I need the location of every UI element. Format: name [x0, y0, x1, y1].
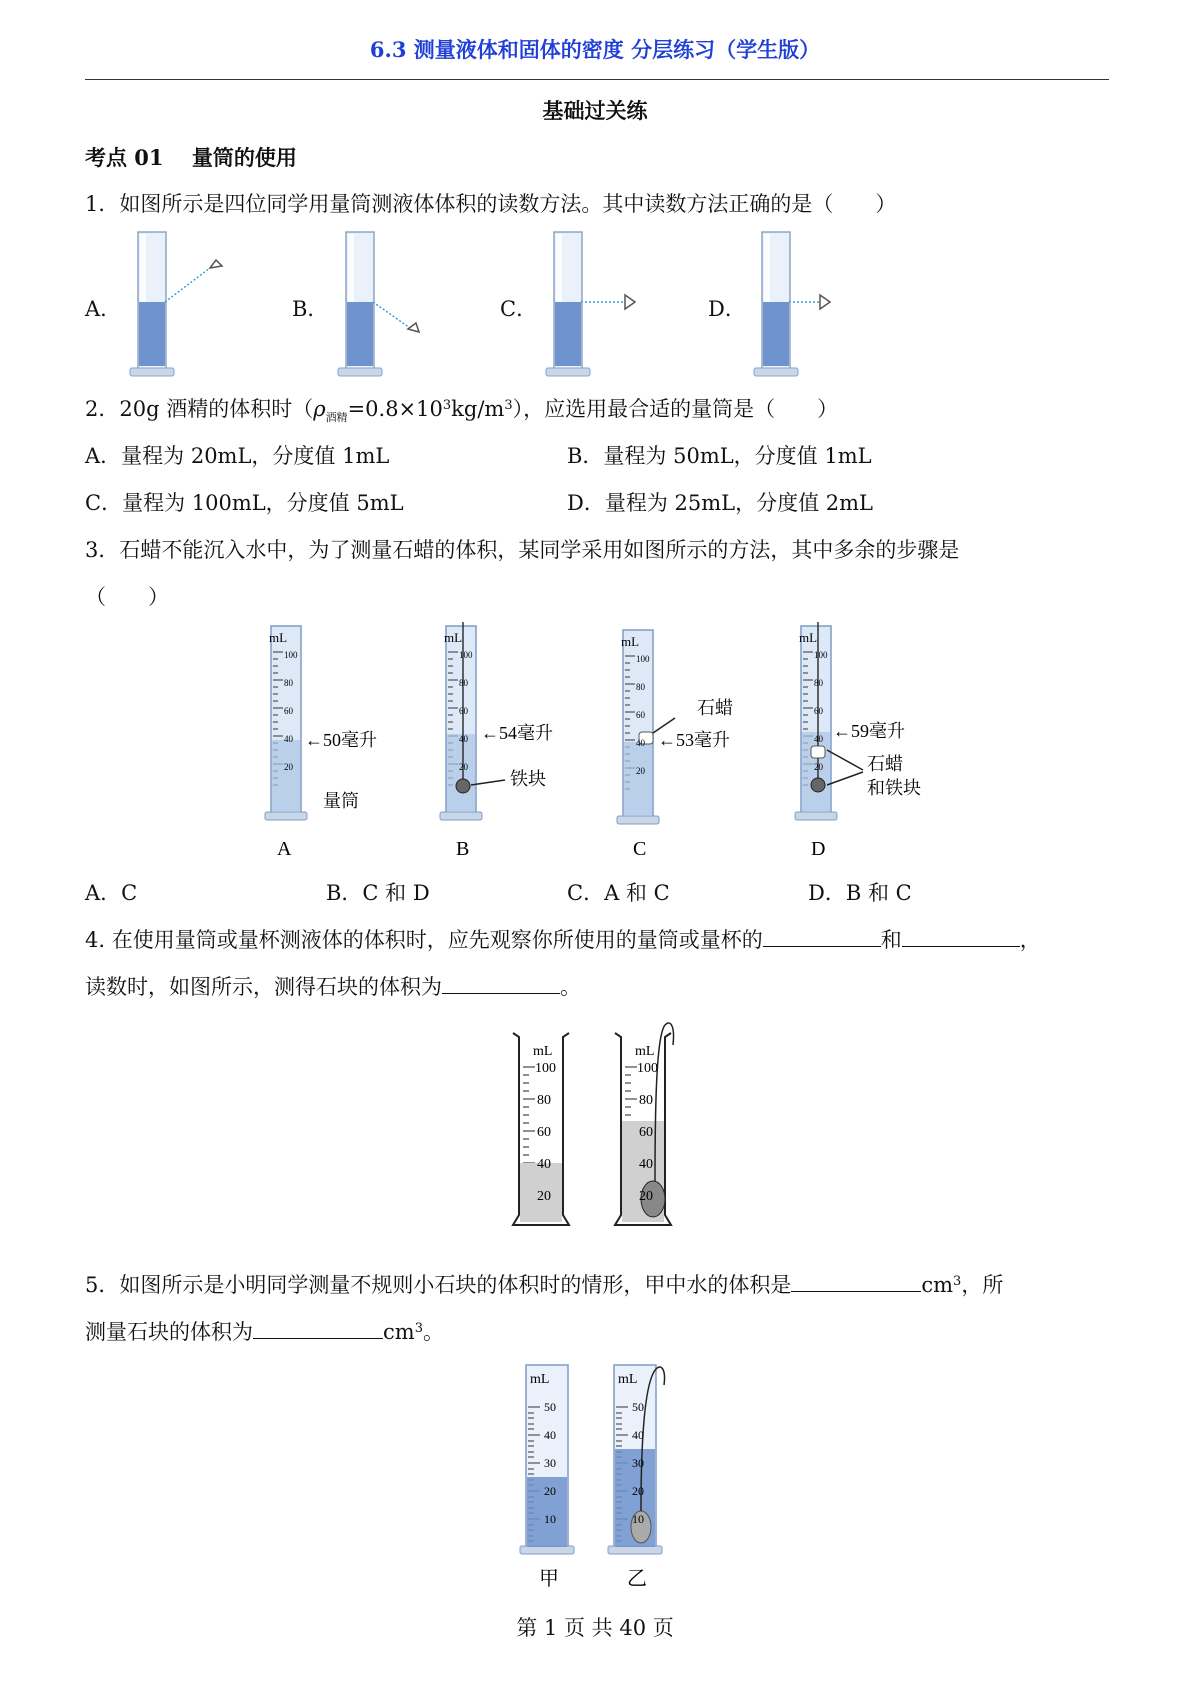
q3-stem-paren: （ ） — [85, 585, 169, 609]
svg-text:mL: mL — [621, 634, 640, 649]
svg-text:60: 60 — [284, 706, 293, 716]
q3-reading-c: ←53毫升 — [658, 730, 730, 750]
q5-caption-yi: 乙 — [627, 1568, 647, 1590]
q3-cylinder-b — [440, 622, 553, 820]
svg-text:20: 20 — [632, 1484, 644, 1498]
q2-option-b: B．量程为 50mL，分度值 1mL — [567, 444, 872, 468]
svg-text:mL: mL — [618, 1372, 638, 1387]
q3-cylinder-label: 量筒 — [323, 791, 359, 811]
q5-cylinder-yi — [608, 1365, 665, 1554]
svg-text:60: 60 — [636, 710, 645, 720]
svg-text:60: 60 — [639, 1125, 653, 1140]
svg-text:100: 100 — [535, 1061, 556, 1076]
svg-text:100: 100 — [459, 650, 473, 660]
q3-figure — [255, 622, 955, 862]
q4-blank-3[interactable] — [442, 975, 560, 994]
svg-text:mL: mL — [533, 1044, 553, 1059]
header-rule — [85, 79, 1109, 80]
svg-text:mL: mL — [444, 630, 463, 645]
page-footer: 第 1 页 共 40 页 — [516, 1616, 674, 1640]
svg-text:60: 60 — [459, 706, 468, 716]
q3-reading-d: ←59毫升 — [833, 721, 905, 741]
svg-text:50: 50 — [632, 1400, 644, 1414]
q3-option-b: B．C 和 D — [326, 881, 430, 905]
svg-text:10: 10 — [632, 1512, 644, 1526]
q4-blank-2[interactable] — [902, 928, 1020, 947]
svg-text:40: 40 — [537, 1157, 551, 1172]
svg-text:100: 100 — [637, 1061, 658, 1076]
q3-caption-c: C — [633, 838, 647, 860]
q3-cylinder-d — [795, 622, 921, 820]
q2-option-a: A．量程为 20mL，分度值 1mL — [85, 444, 390, 468]
q3-iron-label: 铁块 — [510, 769, 546, 789]
q1-cylinder-b — [338, 232, 419, 376]
q5-line1: 5．如图所示是小明同学测量不规则小石块的体积时的情形，甲中水的体积是 $cm^3$，所 — [85, 1273, 1004, 1297]
q3-reading-b: ←54毫升 — [481, 723, 553, 743]
svg-text:40: 40 — [632, 1428, 644, 1442]
q1-label-b: B． — [292, 297, 329, 321]
q1-figure — [120, 225, 850, 380]
svg-text:mL: mL — [530, 1372, 550, 1387]
svg-text:40: 40 — [459, 734, 468, 744]
svg-text:80: 80 — [639, 1093, 653, 1108]
q3-cylinder-c — [617, 630, 733, 824]
svg-text:20: 20 — [639, 1189, 653, 1204]
kaodian-heading: 考点 01 量筒的使用 — [85, 145, 297, 170]
q1-label-d: D． — [708, 297, 746, 321]
svg-text:40: 40 — [544, 1428, 556, 1442]
svg-text:80: 80 — [636, 682, 645, 692]
page-title: 6.3 测量液体和固体的密度 分层练习（学生版） — [369, 37, 821, 62]
q5-line2: 测量石块的体积为 $cm^3$。 — [85, 1320, 444, 1344]
section-heading: 基础过关练 — [542, 98, 648, 123]
q3-option-c: C．A 和 C — [567, 881, 670, 905]
svg-text:40: 40 — [814, 734, 823, 744]
svg-text:20: 20 — [636, 766, 645, 776]
q1-cylinder-d — [754, 232, 830, 376]
q3-stem: 3．石蜡不能沉入水中，为了测量石蜡的体积，某同学采用如图所示的方法，其中多余的步骤是 — [85, 538, 960, 562]
q5-blank-2[interactable] — [253, 1320, 383, 1339]
q3-unit-a: mL — [269, 630, 288, 645]
svg-text:100: 100 — [814, 650, 828, 660]
svg-text:60: 60 — [537, 1125, 551, 1140]
q4-blank-1[interactable] — [763, 928, 881, 947]
q1-stem: 1．如图所示是四位同学用量筒测液体体积的读数方法。其中读数方法正确的是（ ） — [85, 192, 897, 216]
q1-cylinder-a — [130, 232, 222, 376]
q5-caption-jia: 甲 — [539, 1568, 559, 1590]
q1-label-c: C． — [500, 297, 538, 321]
q5-figure — [510, 1355, 690, 1595]
q3-option-a: A．C — [85, 881, 138, 905]
svg-text:50: 50 — [544, 1400, 556, 1414]
q2-option-d: D．量程为 25mL，分度值 2mL — [567, 491, 873, 515]
svg-text:20: 20 — [814, 762, 823, 772]
svg-text:20: 20 — [537, 1189, 551, 1204]
q4-cylinder-left — [513, 1033, 569, 1225]
svg-text:20: 20 — [544, 1484, 556, 1498]
q3-reading-a: ←50毫升 — [305, 730, 377, 750]
svg-text:10: 10 — [544, 1512, 556, 1526]
q3-caption-d: D — [811, 838, 826, 860]
q2-stem: 2．20g 酒精的体积时$(\rho_{酒精}=0.8\times 10^3kg/m^3)$，应选用最合适的量筒是（ ） — [85, 397, 839, 425]
svg-text:80: 80 — [459, 678, 468, 688]
q3-caption-b: B — [456, 838, 470, 860]
q3-cylinder-a — [265, 626, 377, 820]
svg-text:80: 80 — [537, 1093, 551, 1108]
q4-line1: 4. 在使用量筒或量杯测液体的体积时，应先观察你所使用的量筒或量杯的 和 ， — [85, 928, 1041, 952]
svg-text:80: 80 — [814, 678, 823, 688]
q5-cylinder-jia — [520, 1365, 574, 1554]
q3-waxiron-label-1: 石蜡 — [867, 754, 903, 774]
svg-text:20: 20 — [284, 762, 293, 772]
q5-blank-1[interactable] — [791, 1273, 921, 1292]
svg-text:60: 60 — [814, 706, 823, 716]
svg-text:20: 20 — [459, 762, 468, 772]
q3-wax-label: 石蜡 — [697, 698, 733, 718]
svg-text:80: 80 — [284, 678, 293, 688]
q1-label-a: A． — [85, 297, 122, 321]
svg-text:30: 30 — [544, 1456, 556, 1470]
svg-text:100: 100 — [284, 650, 298, 660]
svg-text:mL: mL — [635, 1044, 655, 1059]
q4-cylinder-right — [615, 1023, 674, 1225]
q3-waxiron-label-2: 和铁块 — [867, 778, 921, 798]
q2-option-c: C．量程为 100mL，分度值 5mL — [85, 491, 404, 515]
svg-text:40: 40 — [636, 738, 645, 748]
svg-text:30: 30 — [632, 1456, 644, 1470]
svg-text:100: 100 — [636, 654, 650, 664]
q3-caption-a: A — [277, 838, 292, 860]
svg-text:40: 40 — [639, 1157, 653, 1172]
svg-text:40: 40 — [284, 734, 293, 744]
q4-figure — [505, 1015, 695, 1245]
q1-cylinder-c — [546, 232, 635, 376]
svg-text:mL: mL — [799, 630, 818, 645]
q4-line2: 读数时，如图所示，测得石块的体积为 。 — [85, 975, 581, 999]
q3-option-d: D．B 和 C — [808, 881, 912, 905]
